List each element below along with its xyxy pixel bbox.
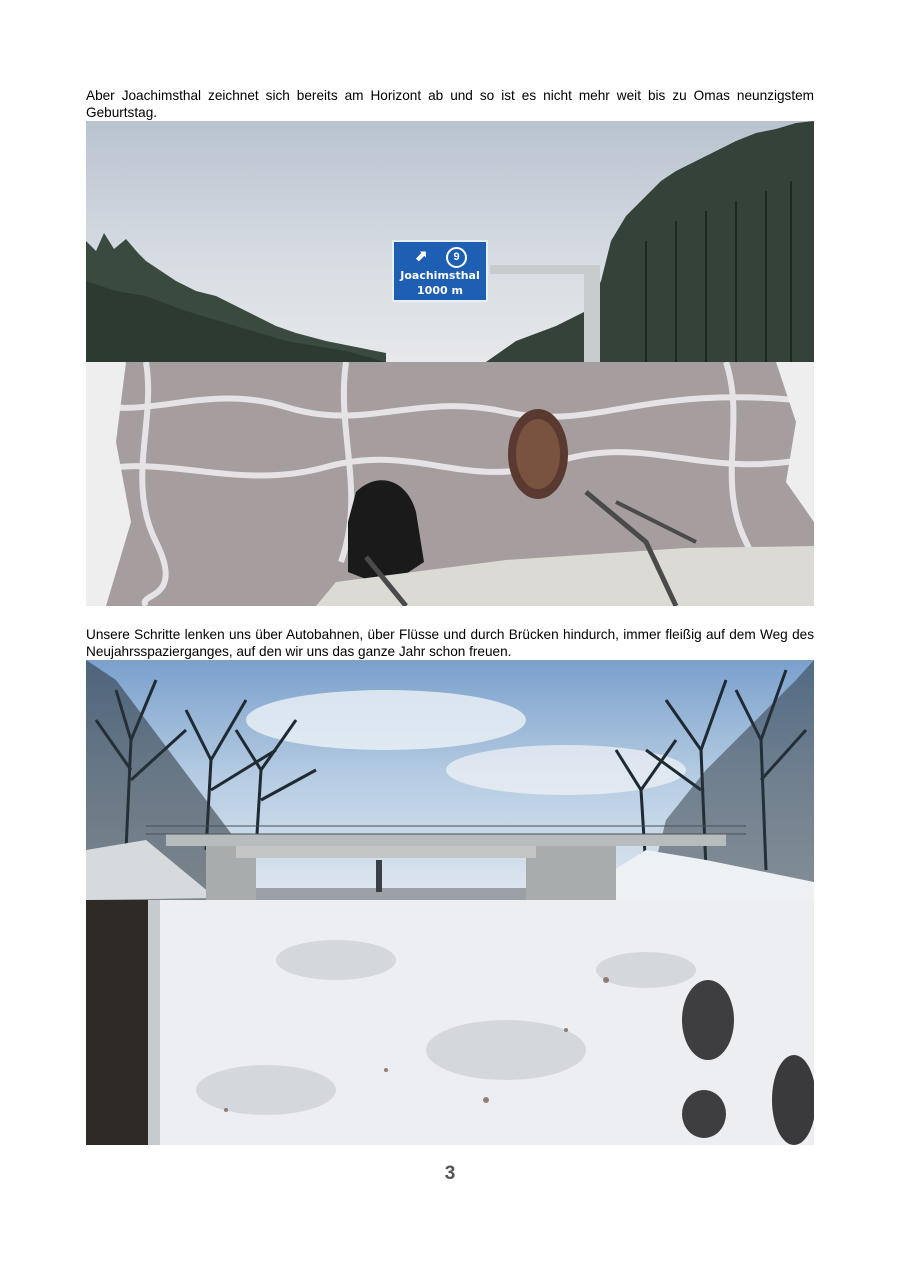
cobblestone-scene <box>86 362 814 606</box>
autobahn-exit-sign <box>392 240 488 302</box>
sign-destination: Joachimsthal <box>400 269 480 282</box>
footprints-scene <box>86 900 814 1145</box>
paragraph-1: Aber Joachimsthal zeichnet sich bereits am Horizont ab und so ist es nicht mehr weit bis zu Omas neunzigstem Geburtstag. <box>86 88 814 120</box>
photo-autobahn-bridge <box>86 660 814 900</box>
paragraph-2: Unsere Schritte lenken uns über Autobahnen, über Flüsse und durch Brücken hindurch, immer fleißig auf dem Weg des Neujahrsspazierganges, auf den wir uns das ganze Jahr schon freuen. <box>86 627 814 659</box>
page-number: 3 <box>444 1163 456 1184</box>
photo-snow-footprints <box>86 900 814 1145</box>
photo-autobahn-sign <box>86 121 814 362</box>
exit-number: 9 <box>446 247 467 268</box>
bridge-scene <box>86 660 814 900</box>
exit-arrow-icon: ⬈ <box>414 248 428 265</box>
photo-snowy-cobblestones <box>86 362 814 606</box>
sign-distance: 1000 m <box>417 284 463 297</box>
